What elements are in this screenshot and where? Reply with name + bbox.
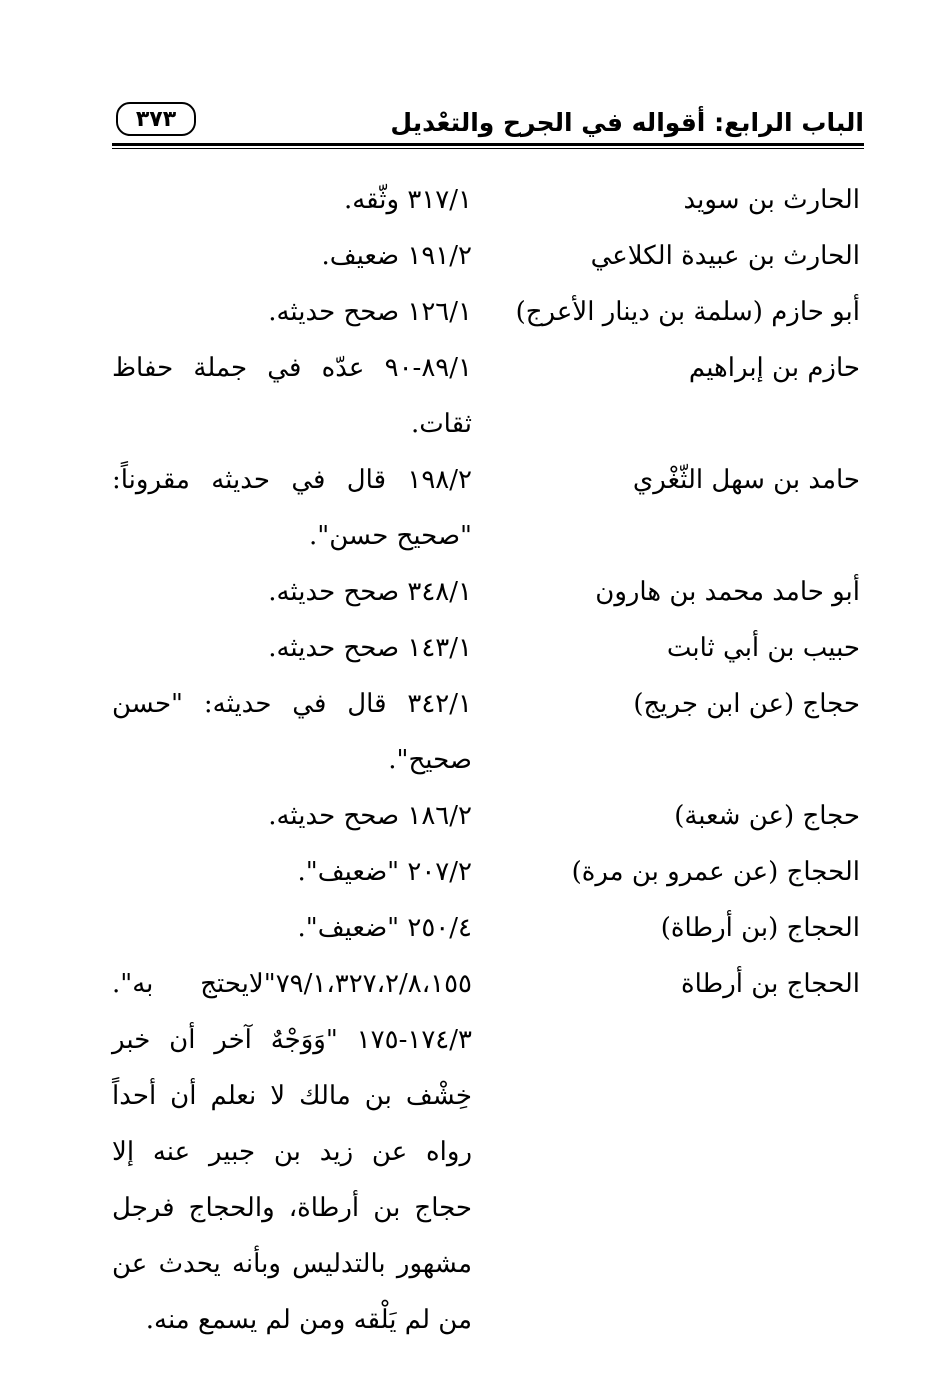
page-header bbox=[112, 96, 864, 146]
narrator-list bbox=[112, 172, 860, 1348]
narrator-name: حجاج (عن شعبة) bbox=[674, 801, 860, 831]
narrator-reference: ٣١٧/١ وثّقه. bbox=[343, 185, 472, 215]
narrator-reference: ١٨٦/٢ صحح حديثه. bbox=[268, 801, 472, 831]
header-rule bbox=[112, 143, 864, 146]
list-item bbox=[112, 228, 860, 284]
list-item bbox=[112, 564, 860, 620]
list-item bbox=[112, 956, 860, 1348]
narrator-reference: ٢٥٠/٤ "ضعيف". bbox=[297, 913, 472, 943]
narrator-reference: ١٤٣/١ صحح حديثه. bbox=[268, 633, 472, 663]
narrator-name: أبو حازم (سلمة بن دينار الأعرج) bbox=[515, 297, 860, 327]
narrator-reference: ٣٤٢/١ قال في حديثه: "حسن صحيح". bbox=[112, 689, 472, 775]
narrator-name: حجاج (عن ابن جريج) bbox=[633, 689, 860, 719]
narrator-name: الحارث بن سويد bbox=[683, 185, 860, 215]
narrator-name: حازم بن إبراهيم bbox=[688, 353, 860, 383]
list-item bbox=[112, 452, 860, 564]
narrator-name: الحجاج (بن أرطاة) bbox=[660, 913, 860, 943]
list-item bbox=[112, 340, 860, 452]
list-item bbox=[112, 788, 860, 844]
list-item bbox=[112, 620, 860, 676]
list-item bbox=[112, 284, 860, 340]
narrator-reference: ١٩٨/٢ قال في حديثه مقروناً: "صحيح حسن". bbox=[112, 465, 472, 551]
narrator-reference: ٣٤٨/١ صحح حديثه. bbox=[268, 577, 472, 607]
narrator-reference: ٧٩/١،٣٢٧،٢/٨،١٥٥"لايحتج به". ١٧٤/٣-١٧٥ "وَوَجْهٌ آخر أن خبر خِشْف بن مالك لا نعلم أن أحداً رواه عن زيد بن جبير عنه إلا حجاج بن أرطاة، والحجاج فرجل مشهور بالتدليس وبأنه يحدث عن من لم يَلْقه ومن لم يسمع منه. bbox=[112, 969, 472, 1335]
list-item bbox=[112, 172, 860, 228]
narrator-name: الحجاج (عن عمرو بن مرة) bbox=[571, 857, 860, 887]
narrator-reference: ٢٠٧/٢ "ضعيف". bbox=[297, 857, 472, 887]
chapter-title: الباب الرابع: أقواله في الجرح والتعْديل bbox=[390, 108, 864, 137]
narrator-name: أبو حامد محمد بن هارون bbox=[595, 577, 860, 607]
narrator-name: حامد بن سهل الثّغْري bbox=[632, 465, 860, 495]
narrator-reference: ١٩١/٢ ضعيف. bbox=[321, 241, 472, 271]
header-rule-thin bbox=[112, 148, 864, 149]
narrator-reference: ١٢٦/١ صحح حديثه. bbox=[268, 297, 472, 327]
list-item bbox=[112, 676, 860, 788]
narrator-name: الحارث بن عبيدة الكلاعي bbox=[590, 241, 860, 271]
narrator-name: حبيب بن أبي ثابت bbox=[666, 633, 860, 663]
narrator-name: الحجاج بن أرطاة bbox=[681, 969, 860, 999]
list-item bbox=[112, 900, 860, 956]
narrator-reference: ٨٩/١-٩٠ عدّه في جملة حفاظ ثقات. bbox=[112, 353, 472, 439]
page-number: ٣٧٣ bbox=[116, 102, 196, 136]
list-item bbox=[112, 844, 860, 900]
